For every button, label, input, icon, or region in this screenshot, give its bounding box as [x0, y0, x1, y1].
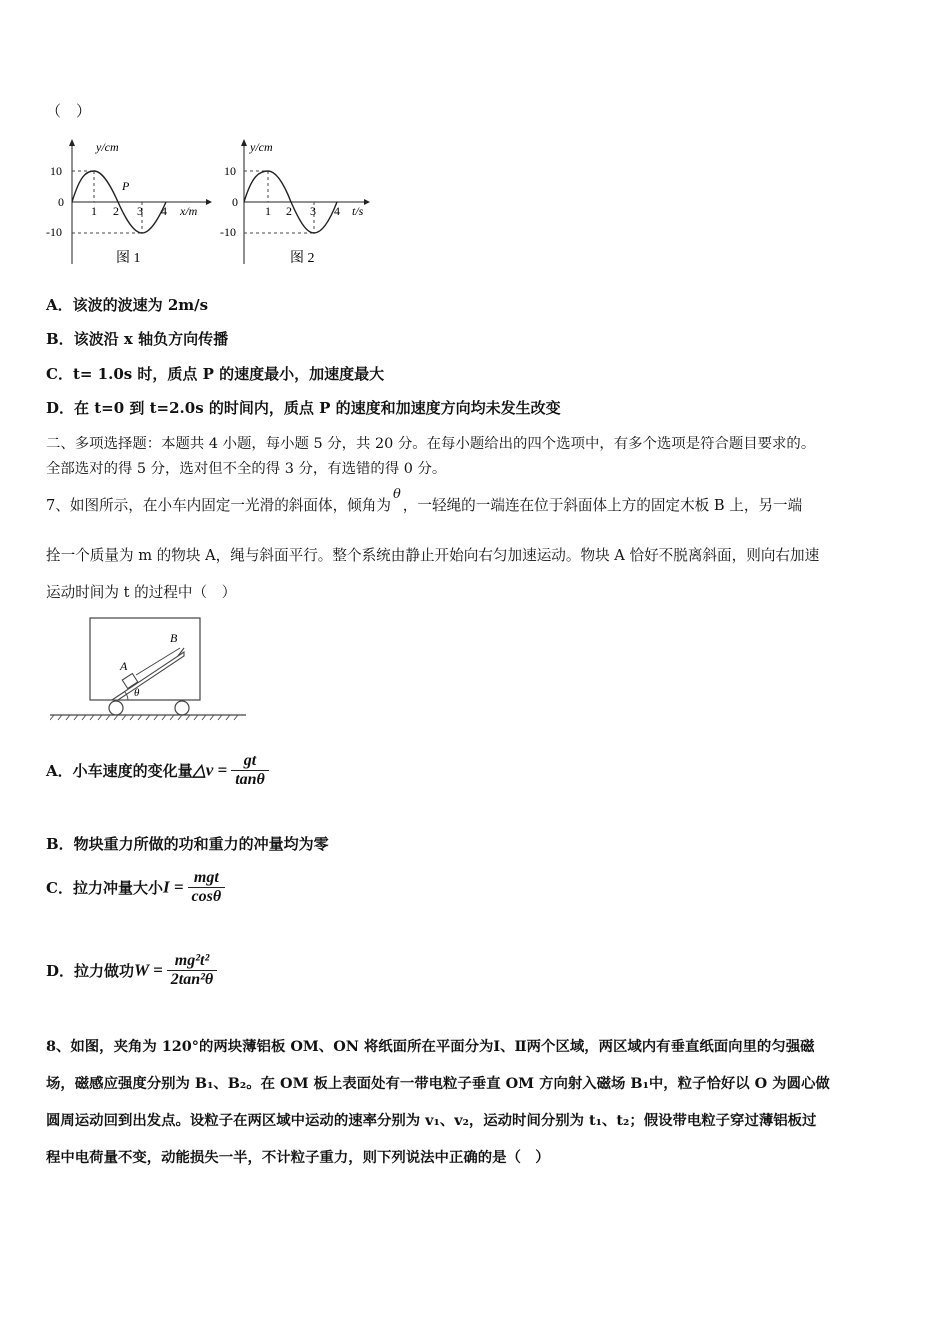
- fig2-tick-0: 0: [232, 195, 238, 209]
- wave-graph-figure-2: [218, 136, 378, 270]
- fig2-tick-10: 10: [224, 164, 236, 178]
- q8-stem-line-2: 场，磁感应强度分别为 B₁、B₂。在 OM 板上表面处有一带电粒子垂直 OM 方向射入磁场 B₁中，粒子恰好以 O 为圆心做: [46, 1075, 830, 1092]
- q7-stem-line-3: 运动时间为 t 的过程中（ ）: [46, 584, 237, 601]
- fig1-x-tick-1: 1: [91, 204, 97, 218]
- fig2-x-tick-2: 2: [286, 204, 292, 218]
- fig1-x-label: x/m: [180, 204, 198, 218]
- q6-option-d: D．在 t=0 到 t=2.0s 的时间内，质点 P 的速度和加速度方向均未发生改变: [46, 399, 561, 417]
- q8-stem-line-1: 8、如图，夹角为 120°的两块薄铝板 OM、ON 将纸面所在平面分为Ⅰ、Ⅱ两个区域，两区域内有垂直纸面向里的匀强磁: [46, 1038, 815, 1055]
- q6-option-c: C．t= 1.0s 时，质点 P 的速度最小，加速度最大: [46, 365, 385, 383]
- label-theta: θ: [134, 687, 140, 699]
- q7-option-a: A．小车速度的变化量△v = $\frac{gt}{\tan\theta}$: [46, 752, 269, 789]
- q8-stem-line-4: 程中电荷量不变，动能损失一半，不计粒子重力，则下列说法中正确的是（ ）: [46, 1149, 550, 1166]
- q7-option-b: B．物块重力所做的功和重力的冲量均为零: [46, 835, 329, 853]
- fig2-tick-neg10: -10: [220, 225, 236, 239]
- fig1-x-tick-3: 3: [137, 204, 143, 218]
- fig2-x-tick-1: 1: [265, 204, 271, 218]
- label-b: B: [170, 631, 178, 645]
- fig1-point-p: P: [122, 179, 130, 193]
- q6-option-b: B．该波沿 x 轴负方向传播: [46, 330, 229, 348]
- fig1-tick-0: 0: [58, 195, 64, 209]
- fig2-x-tick-3: 3: [310, 204, 316, 218]
- q7-stem-line-1: 7、如图所示，在小车内固定一光滑的斜面体，倾角为θ，一轻绳的一端连在位于斜面体上方的固定木板 B 上，另一端: [46, 487, 803, 514]
- q6-option-a: A．该波的波速为 2m/s: [46, 296, 209, 314]
- fig1-tick-10: 10: [50, 164, 62, 178]
- theta-symbol: θ: [392, 487, 401, 502]
- q8-stem-line-3: 圆周运动回到出发点。设粒子在两区域中运动的速率分别为 v₁、v₂，运动时间分别为 t₁、t₂；假设带电粒子穿过薄铝板过: [46, 1112, 817, 1129]
- q7-option-d: D．拉力做功W = $\frac{\text{mg²t²}}{\text{2tan²θ}}$: [46, 952, 217, 989]
- q7-stem-line-2: 拴一个质量为 m 的物块 A，绳与斜面平行。整个系统由静止开始向右匀加速运动。物块 A 恰好不脱离斜面，则向右加速: [46, 547, 820, 564]
- fig2-x-label: t/s: [352, 204, 364, 218]
- fig1-tick-neg10: -10: [46, 225, 62, 239]
- cart-incline-figure: [50, 612, 250, 722]
- fig1-y-label: y/cm: [96, 140, 119, 154]
- label-a: A: [120, 659, 128, 673]
- fig2-y-label: y/cm: [250, 140, 273, 154]
- wave-graph-figure-1: [44, 136, 214, 270]
- fig2-caption: 图 2: [290, 251, 315, 266]
- q7-option-c: C．拉力冲量大小I = $\frac{\text{mgt}}{\cos\theta}$: [46, 869, 225, 906]
- section-2-heading: 二、多项选择题：本题共 4 小题，每小题 5 分，共 20 分。在每小题给出的四个选项中，有多个选项是符合题目要求的。: [46, 436, 816, 452]
- fig1-x-tick-4: 4: [161, 204, 167, 218]
- fig1-x-tick-2: 2: [113, 204, 119, 218]
- fig2-x-tick-4: 4: [334, 204, 340, 218]
- section-2-instructions: 全部选对的得 5 分，选对但不全的得 3 分，有选错的得 0 分。: [46, 461, 447, 477]
- fig1-caption: 图 1: [116, 251, 141, 266]
- question-blank: （ ）: [46, 102, 92, 120]
